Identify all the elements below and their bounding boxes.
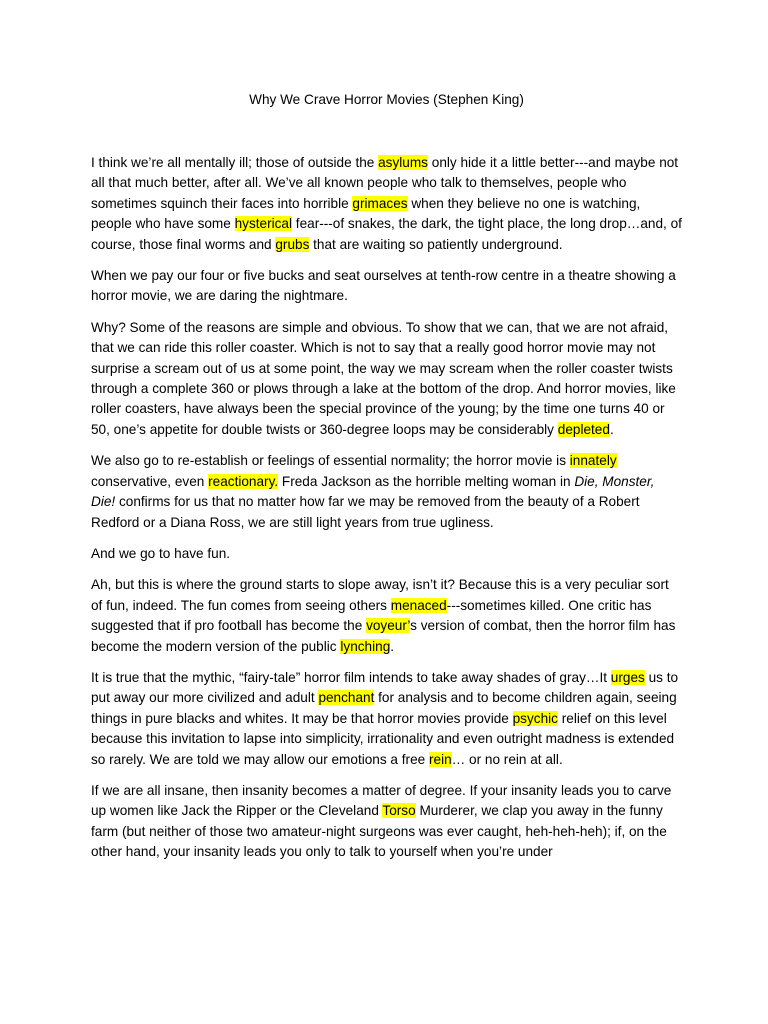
text-run: fear---of snakes, the dark, the tight place, the long drop…and, of course, those final worms and <box>91 216 682 252</box>
highlighted-word: lynching <box>340 638 391 654</box>
highlighted-word: hysterical <box>234 216 293 232</box>
highlighted-word: Torso <box>382 803 416 819</box>
highlighted-word: voyeur’ <box>366 618 411 634</box>
text-run: that are waiting so patiently underground. <box>309 236 563 252</box>
text-run: Why? Some of the reasons are simple and obvious. To show that we can, that we are not afraid, that we can ride this roller coaster. Which is not to say that a really good horror movie may not surprise a scream out of us at some point, the way we may scream when the roller coaster twists through a complete 360 or plows through a lake at the bottom of the drop. And horror movies, like roller coasters, have always been the special province of the young; by the time one turns 40 or 50, one’s appetite for double twists or 360-degree loops may be considerably <box>91 319 676 437</box>
document-body <box>91 153 682 863</box>
paragraph <box>91 451 682 533</box>
text-run: . <box>390 638 395 654</box>
highlighted-word: penchant <box>318 690 375 706</box>
highlighted-word: innately <box>569 453 617 469</box>
highlighted-word: reactionary. <box>208 473 279 489</box>
text-run: s version of combat, then the horror film has become the modern version of the public <box>91 618 676 654</box>
text-run: When we pay our four or five bucks and seat ourselves at tenth-row centre in a theatre showing a horror movie, we are daring the nightmare. <box>91 268 676 304</box>
highlighted-word: grubs <box>275 236 310 252</box>
highlighted-word: menaced <box>390 597 447 613</box>
text-run: for analysis and to become children again, seeing things in pure blacks and whites. It may be that horror movies provide <box>91 690 677 726</box>
text-run: only hide it a little better---and maybe not all that much better, after all. We’ve all known people who talk to themselves, people who sometimes squinch their faces into horrible <box>91 155 679 211</box>
text-run: conservative, even <box>91 473 209 489</box>
highlighted-word: rein <box>428 751 452 767</box>
text-run: . <box>609 421 614 437</box>
highlighted-word: asylums <box>378 155 428 170</box>
text-run: And we go to have fun. <box>91 545 231 561</box>
highlighted-word: psychic <box>512 710 558 726</box>
text-run: ---sometimes killed. One critic has suggested that if pro football has become the <box>91 597 652 634</box>
text-run: … or no rein at all. <box>451 751 563 767</box>
paragraph <box>91 668 682 770</box>
document-title: Why We Crave Horror Movies (Stephen King) <box>249 92 524 107</box>
paragraph <box>91 544 682 564</box>
text-run: I think we’re all mentally ill; those of outside the <box>91 155 379 170</box>
text-run: Freda Jackson as the horrible melting woman in <box>278 473 575 489</box>
paragraph <box>91 575 682 657</box>
text-run: We also go to re-establish or feelings of essential normality; the horror movie is <box>91 453 570 469</box>
paragraph <box>91 781 682 863</box>
highlighted-word: urges <box>610 669 645 685</box>
italic-title: Die, Monster, Die! <box>91 473 655 510</box>
text-run: If we are all insane, then insanity becomes a matter of degree. If your insanity leads you to carve up women like Jack the Ripper or the Cleveland <box>91 782 672 819</box>
paragraph <box>91 153 682 255</box>
text-run: Ah, but this is where the ground starts to slope away, isn’t it? Because this is a very peculiar sort of fun, indeed. The fun comes from seeing others <box>91 577 669 613</box>
text-run: confirms for us that no matter how far we may be removed from the beauty of a Robert Redford or a Diana Ross, we are still light years from true ugliness. <box>91 494 640 530</box>
text-run: Murderer, we clap you away in the funny farm (but neither of those two amateur-night surgeons was ever caught, heh-heh-heh); if, on the other hand, your insanity leads you only to talk to yourself when you’re under <box>91 803 667 860</box>
paragraph <box>91 266 682 307</box>
text-run: us to put away our more civilized and adult <box>91 669 679 706</box>
paragraph <box>91 318 682 440</box>
text-run: when they believe no one is watching, people who have some <box>91 195 641 232</box>
highlighted-word: grimaces <box>352 195 408 211</box>
text-run: It is true that the mythic, “fairy-tale” horror film intends to take away shades of gray…It <box>91 669 611 685</box>
text-run: relief on this level because this invitation to lapse into simplicity, irrationality and even outright madness is extended so rarely. We are told we may allow our emotions a free <box>91 710 675 767</box>
highlighted-word: depleted <box>557 421 610 437</box>
